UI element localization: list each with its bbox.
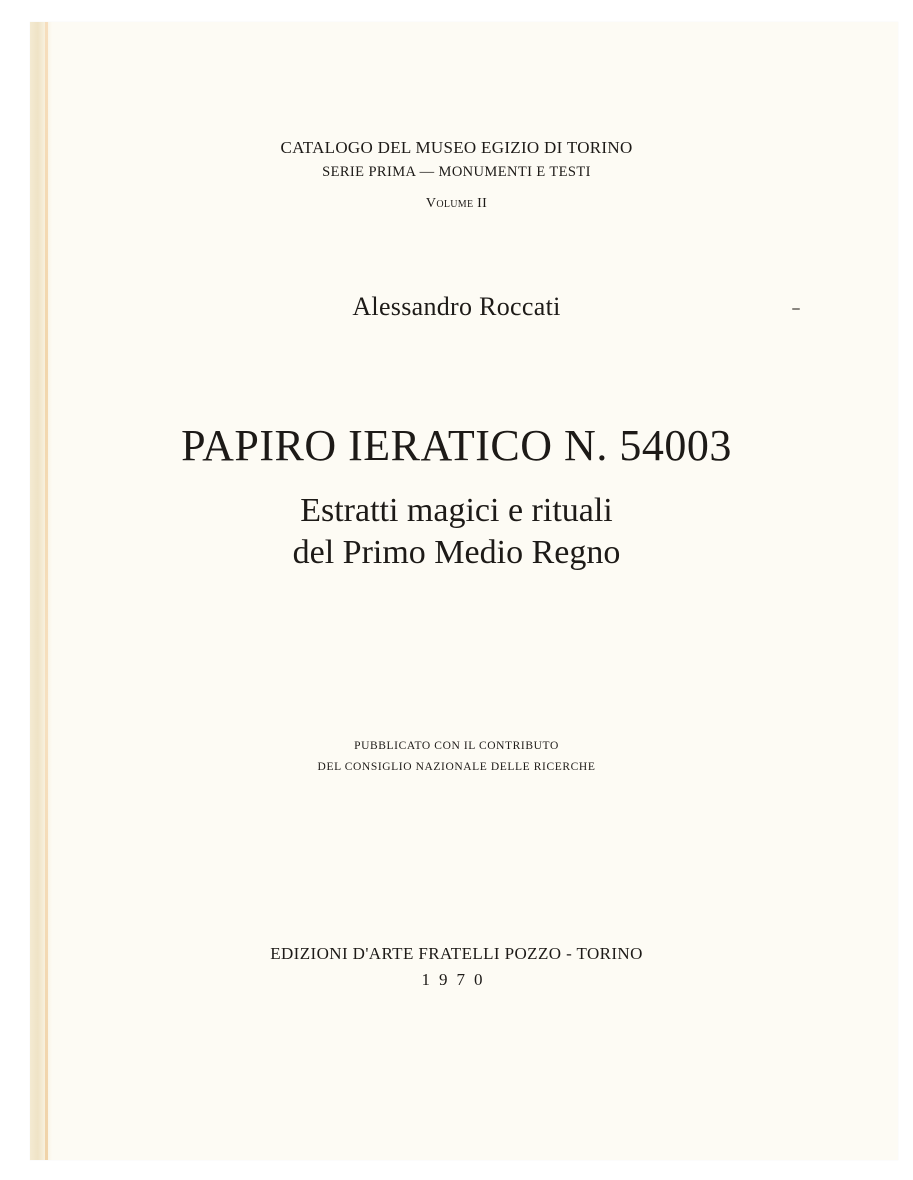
volume-label: Volume II — [425, 196, 488, 211]
contribution-line-1: PUBBLICATO CON IL CONTRIBUTO — [354, 740, 559, 752]
subtitle-line-1: Estratti magici e rituali — [300, 492, 613, 529]
book-title: PAPIRO IERATICO N. 54003 — [181, 421, 732, 470]
paper-speck — [792, 308, 800, 310]
series-heading: SERIE PRIMA — MONUMENTI E TESTI — [322, 164, 591, 180]
subtitle-line-2: del Primo Medio Regno — [292, 534, 621, 571]
author-name: Alessandro Roccati — [352, 292, 561, 321]
publication-year: 1970 — [421, 970, 492, 989]
catalog-heading: CATALOGO DEL MUSEO EGIZIO DI TORINO — [280, 138, 633, 157]
contribution-line-2: DEL CONSIGLIO NAZIONALE DELLE RICERCHE — [317, 761, 596, 773]
publisher-imprint: EDIZIONI D'ARTE FRATELLI POZZO - TORINO — [270, 944, 643, 963]
